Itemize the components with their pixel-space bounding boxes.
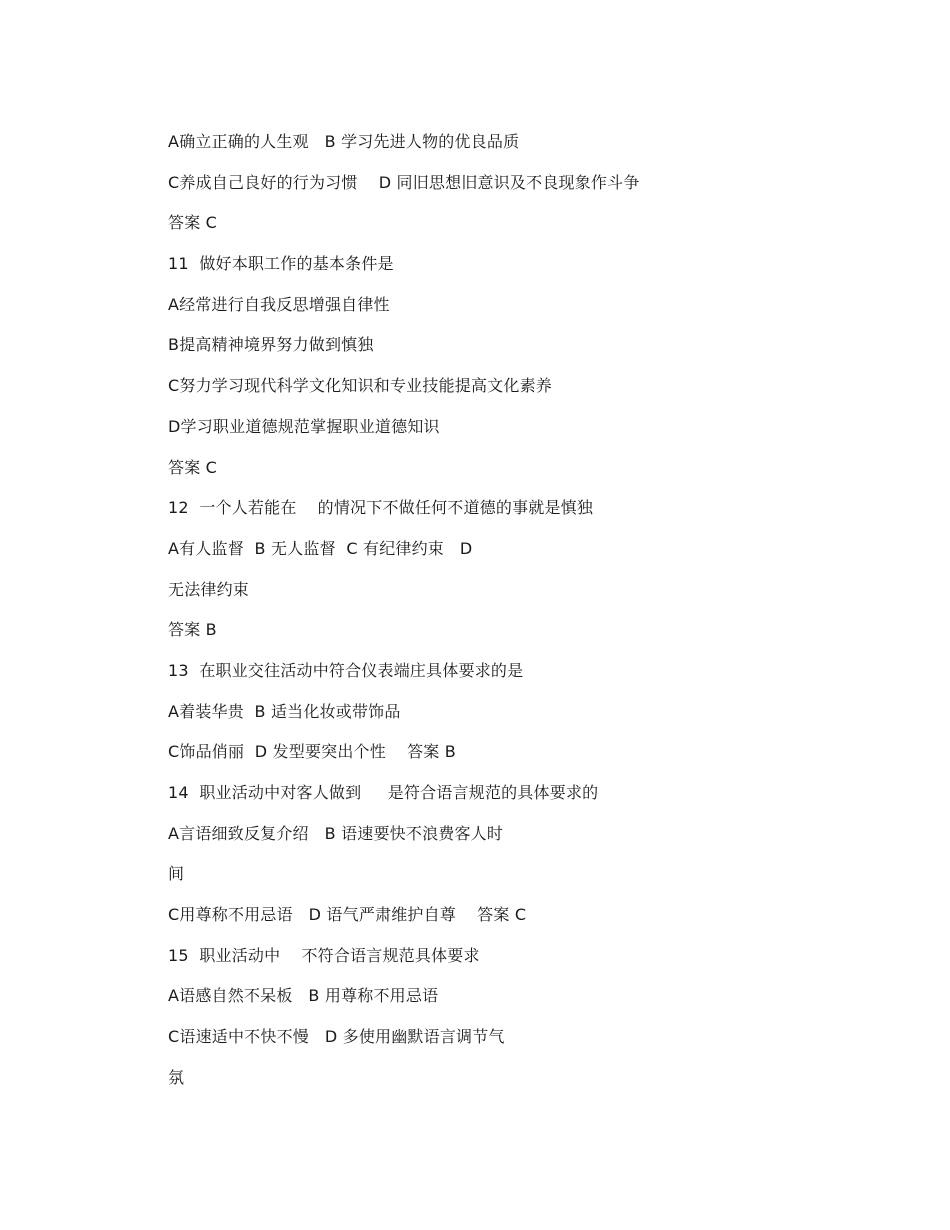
- text-line: A经常进行自我反思增强自律性: [168, 294, 390, 314]
- answer-line: 答案 C: [168, 457, 218, 477]
- text-line: D学习职业道德规范掌握职业道德知识: [168, 416, 440, 436]
- document-text: [168, 129, 888, 1106]
- question-line: 15 职业活动中 不符合语言规范具体要求: [168, 945, 480, 965]
- text-line: A着装华贵 B 适当化妆或带饰品: [168, 701, 401, 721]
- text-line: A语感自然不呆板 B 用尊称不用忌语: [168, 986, 439, 1006]
- question-line: 14 职业活动中对客人做到 是符合语言规范的具体要求的: [168, 783, 599, 802]
- text-line: C用尊称不用忌语 D 语气严肃维护自尊 答案 C: [168, 905, 527, 925]
- text-line: C努力学习现代科学文化知识和专业技能提高文化素养: [168, 376, 552, 396]
- answer-line: 答案 C: [168, 213, 218, 233]
- text-line: B提高精神境界努力做到慎独: [168, 335, 374, 355]
- text-line: A言语细致反复介绍 B 语速要快不浪费客人时: [168, 823, 504, 843]
- text-line: 氛: [168, 1067, 185, 1087]
- text-line: C饰品俏丽 D 发型要突出个性 答案 B: [168, 742, 456, 762]
- answer-line: 答案 B: [168, 620, 217, 640]
- text-line: 无法律约束: [168, 579, 250, 599]
- text-line: C养成自己良好的行为习惯 D 同旧思想旧意识及不良现象作斗争: [168, 172, 640, 192]
- question-line: 12 一个人若能在 的情况下不做任何不道德的事就是慎独: [168, 498, 594, 518]
- question-line: 13 在职业交往活动中符合仪表端庄具体要求的是: [168, 660, 524, 680]
- text-line: C语速适中不快不慢 D 多使用幽默语言调节气: [168, 1027, 505, 1047]
- text-line: 间: [168, 864, 185, 884]
- question-line: 11 做好本职工作的基本条件是: [168, 254, 394, 274]
- text-line: A有人监督 B 无人监督 C 有纪律约束 D: [168, 538, 473, 558]
- text-line: A确立正确的人生观 B 学习先进人物的优良品质: [168, 132, 520, 151]
